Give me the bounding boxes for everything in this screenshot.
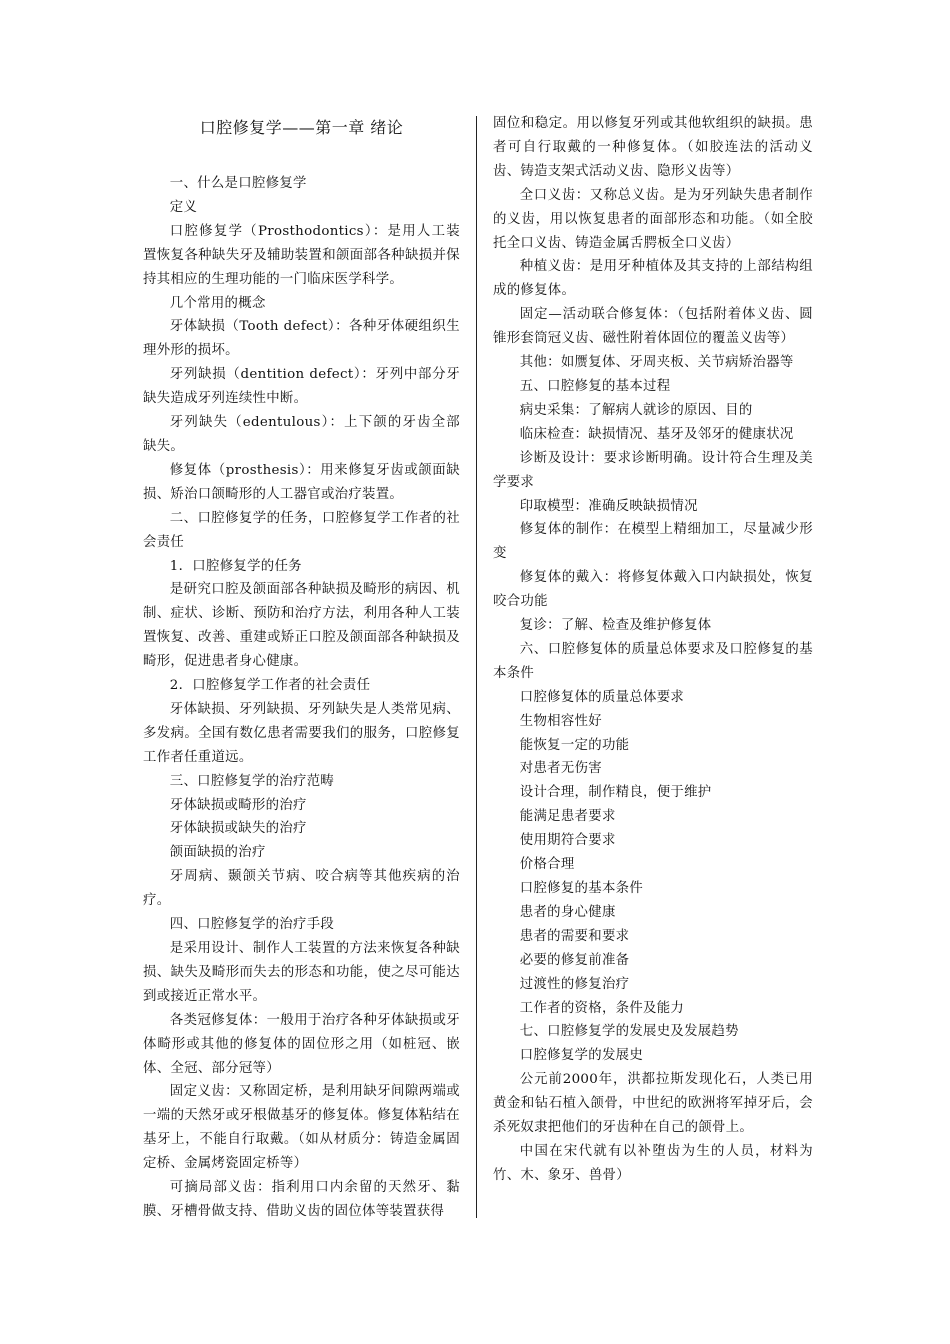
column-divider [476, 116, 477, 1218]
paragraph: 生物相容性好 [519, 713, 602, 729]
paragraph: 颌面缺损的治疗 [169, 845, 266, 861]
paragraph: 印取模型：准确反映缺损情况 [519, 498, 698, 514]
paragraph: 口腔修复体的质量总体要求 [519, 689, 685, 705]
paragraph: 必要的修复前准备 [519, 952, 630, 968]
paragraph: 修复体的制作：在模型上精细加工，尽量减少形变 [493, 522, 813, 562]
paragraph: 六、口腔修复体的质量总体要求及口腔修复的基本条件 [493, 641, 813, 681]
paragraph: 几个常用的概念 [169, 295, 266, 311]
paragraph: 七、口腔修复学的发展史及发展趋势 [519, 1024, 739, 1040]
paragraph: 牙列缺损（dentition defect）：牙列中部分牙缺失造成牙列连续性中断。 [143, 367, 460, 407]
paragraph: 牙体缺损或缺失的治疗 [169, 821, 307, 837]
left-paragraphs [143, 172, 460, 1224]
paragraph: 复诊：了解、检查及维护修复体 [519, 618, 712, 634]
paragraph: 牙体缺损（Tooth defect）：各种牙体硬组织生理外形的损坏。 [143, 319, 460, 359]
paragraph: 患者的身心健康 [519, 904, 616, 920]
paragraph: 五、口腔修复的基本过程 [519, 378, 671, 394]
paragraph: 诊断及设计：要求诊断明确。设计符合生理及美学要求 [493, 450, 813, 490]
paragraph: 1．口腔修复学的任务 [169, 558, 302, 574]
paragraph: 牙列缺失（edentulous）：上下颌的牙齿全部缺失。 [143, 415, 460, 454]
paragraph: 牙体缺损、牙列缺损、牙列缺失是人类常见病、多发病。全国有数亿患者需要我们的服务，口腔修复工作者任重道远。 [143, 701, 460, 765]
paragraph: 是采用设计、制作人工装置的方法来恢复各种缺损、缺失及畸形而失去的形态和功能，使之尽可能达到或接近正常水平。 [143, 941, 460, 1004]
paragraph: 全口义齿：又称总义齿。是为牙列缺失患者制作的义齿，用以恢复患者的面部形态和功能。（如全胶托全口义齿、铸造金属舌腭板全口义齿） [493, 187, 813, 251]
right-paragraphs [493, 184, 813, 1188]
paragraph: 四、口腔修复学的治疗手段 [169, 917, 335, 933]
right-column [493, 112, 813, 1188]
left-column [143, 112, 460, 1224]
paragraph: 公元前2000年，洪都拉斯发现化石，人类已用黄金和钻石植入颌骨，中世纪的欧洲将军掉牙后，会杀死奴隶把他们的牙齿种在自己的颌骨上。 [493, 1072, 813, 1136]
paragraph: 对患者无伤害 [519, 761, 602, 777]
paragraph: 固定—活动联合修复体：（包括附着体义齿、圆锥形套筒冠义齿、磁性附着体固位的覆盖义齿等） [493, 307, 813, 347]
paragraph: 牙周病、颞颌关节病、咬合病等其他疾病的治疗。 [143, 869, 460, 909]
paragraph: 三、口腔修复学的治疗范畴 [169, 773, 335, 789]
paragraph: 工作者的资格，条件及能力 [519, 1000, 685, 1016]
paragraph: 二、口腔修复学的任务，口腔修复学工作者的社会责任 [143, 510, 460, 550]
paragraph-continuation: 固位和稳定。用以修复牙列或其他软组织的缺损。患者可自行取戴的一种修复体。（如胶连法的活动义齿、铸造支架式活动义齿、隐形义齿等） [493, 116, 813, 179]
paragraph: 使用期符合要求 [519, 833, 616, 849]
paragraph: 一、什么是口腔修复学 [169, 176, 307, 191]
paragraph: 2．口腔修复学工作者的社会责任 [169, 678, 371, 694]
paragraph: 可摘局部义齿：指利用口内余留的天然牙、黏膜、牙槽骨做支持、借助义齿的固位体等装置获得 [143, 1180, 460, 1219]
paragraph: 口腔修复学（Prosthodontics）：是用人工装置恢复各种缺失牙及辅助装置和颌面部各种缺损并保持其相应的生理功能的一门临床医学科学。 [143, 223, 460, 287]
paragraph: 患者的需要和要求 [519, 928, 630, 944]
paragraph: 固定义齿：又称固定桥，是利用缺牙间隙两端或一端的天然牙或牙根做基牙的修复体。修复体粘结在基牙上，不能自行取戴。（如从材质分：铸造金属固定桥、金属烤瓷固定桥等） [143, 1084, 460, 1172]
paragraph: 各类冠修复体：一般用于治疗各种牙体缺损或牙体畸形或其他的修复体的固位形之用（如桩冠、嵌体、全冠、部分冠等） [143, 1012, 460, 1076]
paragraph: 口腔修复的基本条件 [519, 881, 644, 896]
paragraph: 是研究口腔及颌面部各种缺损及畸形的病因、机制、症状、诊断、预防和治疗方法，利用各种人工装置恢复、改善、重建或矫正口腔及颌面部各种缺损及畸形，促进患者身心健康。 [143, 582, 460, 670]
paragraph: 设计合理，制作精良，便于维护 [519, 785, 712, 801]
paragraph: 口腔修复学的发展史 [519, 1048, 644, 1064]
paragraph: 中国在宋代就有以补堕齿为生的人员，材料为竹、木、象牙、兽骨） [493, 1143, 813, 1183]
paragraph: 临床检查：缺损情况、基牙及邻牙的健康状况 [519, 426, 794, 442]
paragraph: 价格合理 [519, 857, 575, 873]
paragraph: 其他：如赝复体、牙周夹板、关节病矫治器等 [519, 355, 794, 371]
paragraph: 病史采集：了解病人就诊的原因、目的 [519, 402, 753, 418]
paragraph: 定义 [169, 199, 198, 215]
document-title: 口腔修复学——第一章 绪论 [199, 118, 404, 137]
paragraph: 修复体的戴入：将修复体戴入口内缺损处，恢复咬合功能 [493, 570, 813, 610]
paragraph: 能恢复一定的功能 [519, 737, 630, 753]
paragraph: 过渡性的修复治疗 [519, 976, 630, 992]
paragraph: 能满足患者要求 [519, 809, 616, 825]
paragraph: 牙体缺损或畸形的治疗 [169, 797, 307, 813]
paragraph: 种植义齿：是用牙种植体及其支持的上部结构组成的修复体。 [493, 259, 813, 299]
paragraph: 修复体（prosthesis）：用来修复牙齿或颌面缺损、矫治口颌畸形的人工器官或治疗装置。 [143, 462, 460, 502]
